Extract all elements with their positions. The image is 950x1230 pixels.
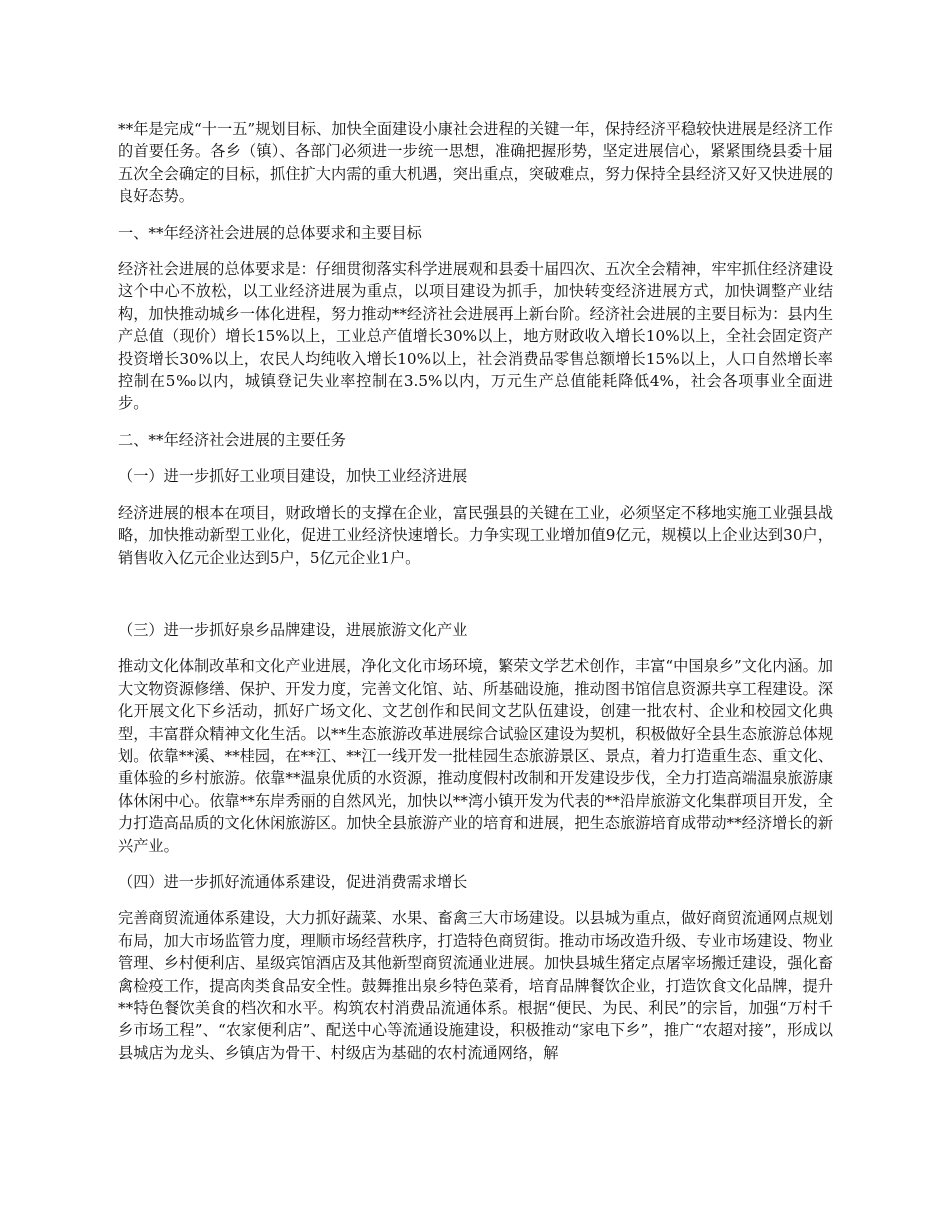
commerce-paragraph: 完善商贸流通体系建设，大力抓好蔬菜、水果、畜禽三大市场建设。以县城为重点，做好商贸流通网点规划布局，加大市场监管力度，理顺市场经营秩序，打造特色商贸街。推动市场改造升级、专业市场建设、物业管理、乡村便利店、星级宾馆酒店及其他新型商贸流通业进展。加快县城生猪定点屠宰场搬迁建设，强化畜禽检疫工作，提高肉类食品安全性。鼓舞推出泉乡特色菜肴，培育品牌餐饮企业，打造饮食文化品牌，提升**特色餐饮美食的档次和水平。构筑农村消费品流通体系。根据“便民、为民、利民”的宗旨，加强“万村千乡市场工程”、“农家便利店”、配送中心等流通设施建设，积极推动“家电下乡”，推广“农超对接”，形成以县城店为龙头、乡镇店为骨干、村级店为基础的农村流通网络，解: [118, 909, 833, 1062]
requirements-paragraph: 经济社会进展的总体要求是：仔细贯彻落实科学进展观和县委十届四次、五次全会精神，牢牢抓住经济建设这个中心不放松，以工业经济进展为重点，以项目建设为抓手，加快转变经济进展方式，加快调整产业结构，加快推动城乡一体化进程，努力推动**经济社会进展再上新台阶。经济社会进展的主要目标为：县内生产总值（现价）增长15%以上，工业总产值增长30%以上，地方财政收入增长10%以上，全社会固定资产投资增长30%以上，农民人均纯收入增长10%以上，社会消费品零售总额增长15%以上，人口自然增长率控制在5‰以内，城镇登记失业率控制在3.5%以内，万元生产总值能耗降低4%，社会各项事业全面进步。: [118, 260, 833, 413]
tourism-paragraph: 推动文化体制改革和文化产业进展，净化文化市场环境，繁荣文学艺术创作，丰富“中国泉乡”文化内涵。加大文物资源修缮、保护、开发力度，完善文化馆、站、所基础设施，推动图书馆信息资源共享工程建设。深化开展文化下乡活动，抓好广场文化、文艺创作和民间文艺队伍建设，创建一批农村、企业和校园文化典型，丰富群众精神文化生活。以**生态旅游改革进展综合试验区建设为契机，积极做好全县生态旅游总体规划。依靠**溪、**桂园，在**江、**江一线开发一批桂园生态旅游景区、景点，着力打造重生态、重文化、重体验的乡村旅游。依靠**温泉优质的水资源，推动度假村改制和开发建设步伐，全力打造高端温泉旅游康体休闲中心。依靠**东岸秀丽的自然风光，加快以**湾小镇开发为代表的**沿岸旅游文化集群项目开发，全力打造高品质的文化休闲旅游区。加快全县旅游产业的培育和进展，把生态旅游培育成带动**经济增长的新兴产业。: [118, 657, 833, 855]
subsection-heading-4: （四）进一步抓好流通体系建设，促进消费需求增长: [118, 872, 468, 891]
blank-gap: [118, 583, 833, 619]
section-heading-2: 二、**年经济社会进展的主要任务: [118, 430, 346, 449]
section-heading-1: 一、**年经济社会进展的总体要求和主要目标: [118, 223, 422, 242]
subsection-heading-1: （一）进一步抓好工业项目建设，加快工业经济进展: [118, 467, 468, 486]
document-body: [118, 118, 833, 1078]
subsection-heading-3: （三）进一步抓好泉乡品牌建设，进展旅游文化产业: [118, 620, 468, 639]
industry-paragraph: 经济进展的根本在项目，财政增长的支撑在企业，富民强县的关键在工业，必须坚定不移地实施工业强县战略，加快推动新型工业化，促进工业经济快速增长。力争实现工业增加值9亿元，规模以上企业达到30户，销售收入亿元企业达到5户，5亿元企业1户。: [118, 503, 833, 567]
intro-paragraph: **年是完成“十一五”规划目标、加快全面建设小康社会进程的关键一年，保持经济平稳较快进展是经济工作的首要任务。各乡（镇）、各部门必须进一步统一思想，准确把握形势，坚定进展信心，紧紧围绕县委十届五次全会确定的目标，抓住扩大内需的重大机遇，突出重点，突破难点，努力保持全县经济又好又快进展的良好态势。: [118, 120, 833, 206]
